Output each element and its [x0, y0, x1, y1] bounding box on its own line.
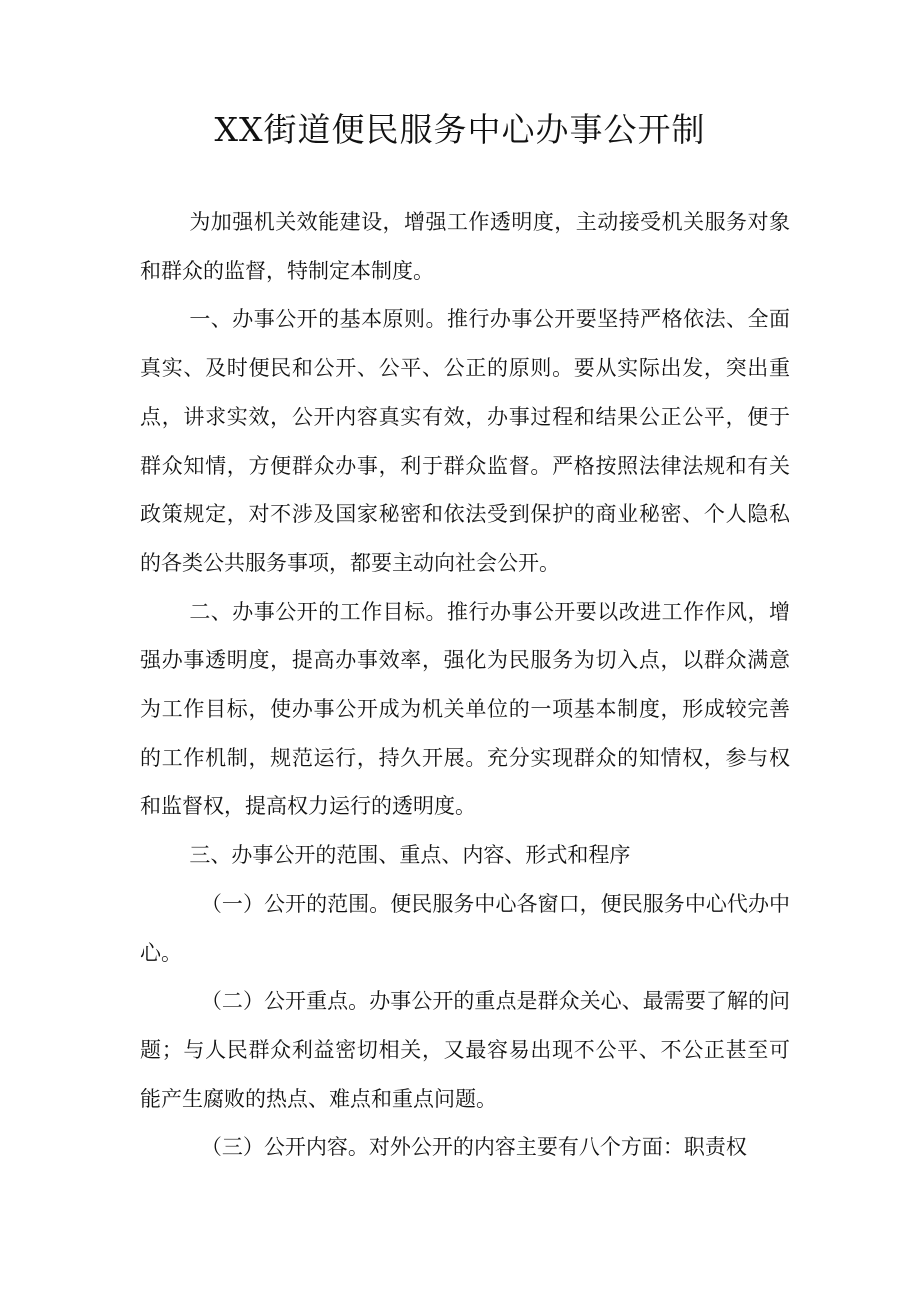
document-title: XX街道便民服务中心办事公开制 [214, 110, 706, 149]
paragraph-principles: 一、办事公开的基本原则。推行办事公开要坚持严格依法、全面真实、及时便民和公开、公平、公正的原则。要从实际出发，突出重点，讲求实效，公开内容真实有效，办事过程和结果公正公平，便于群众知情，方便群众办事，利于群众监督。严格按照法律法规和有关政策规定，对不涉及国家秘密和依法受到保护的商业秘密、个人隐私的各类公共服务事项，都要主动向社会公开。 [140, 307, 790, 575]
document-body [140, 198, 790, 1172]
paragraph-intro: 为加强机关效能建设，增强工作透明度，主动接受机关服务对象和群众的监督，特制定本制度。 [140, 210, 790, 283]
paragraph-scope-heading: 三、办事公开的范围、重点、内容、形式和程序 [189, 843, 631, 868]
paragraph-scope: （一）公开的范围。便民服务中心各窗口，便民服务中心代办中心。 [140, 891, 790, 965]
paragraph-goals: 二、办事公开的工作目标。推行办事公开要以改进工作作风，增强办事透明度，提高办事效率，强化为民服务为切入点，以群众满意为工作目标，使办事公开成为机关单位的一项基本制度，形成较完善的工作机制，规范运行，持久开展。充分实现群众的知情权，参与权和监督权，提高权力运行的透明度。 [140, 599, 790, 819]
paragraph-focus: （二）公开重点。办事公开的重点是群众关心、最需要了解的问题；与人民群众利益密切相关，又最容易出现不公平、不公正甚至可能产生腐败的热点、难点和重点问题。 [140, 989, 790, 1111]
paragraph-content: （三）公开内容。对外公开的内容主要有八个方面：职责权 [200, 1135, 747, 1160]
